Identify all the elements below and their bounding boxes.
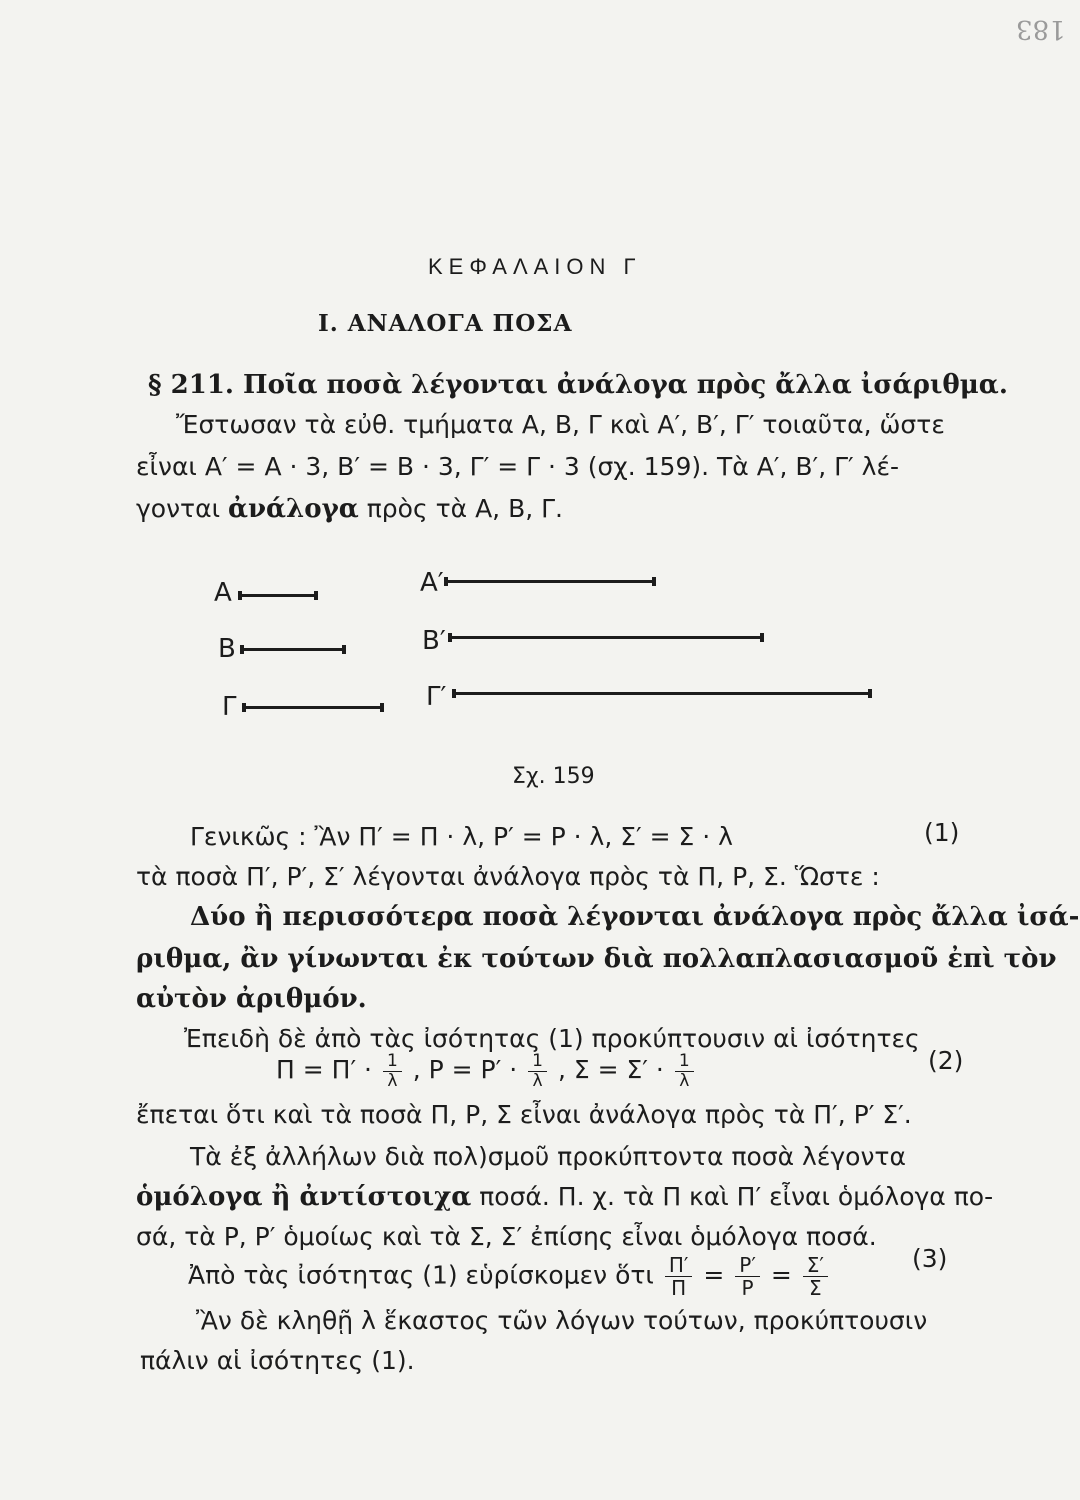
chapter-heading: ΚΕΦΑΛΑΙΟΝ Γ: [428, 254, 642, 279]
intro-line-3-end: πρὸς τὰ Α, Β, Γ.: [358, 494, 563, 523]
figure-caption: Σχ. 159: [512, 764, 595, 789]
eq2-part-2: , Ρ = Ρ′ ·: [412, 1055, 518, 1085]
segment-label-b-prime: Β′: [422, 626, 446, 656]
eq2-fraction-2: $\frac{1}{\lambda}$: [528, 1052, 547, 1090]
eq3-equals-1: =: [703, 1260, 725, 1290]
rule-line-1: Δύο ἢ περισσότερα ποσὰ λέγονται ἀνάλογα πρὸς ἄλλα ἰσά-: [190, 902, 1080, 932]
segment-b-prime: [448, 636, 764, 639]
eq2-part-1: Π = Π′ ·: [276, 1055, 373, 1085]
intro-line-2: εἶναι Α′ = Α · 3, Β′ = Β · 3, Γ′ = Γ · 3 (σχ. 159). Τὰ Α′, Β′, Γ′ λέ-: [136, 452, 899, 481]
intro-line-1: Ἔστωσαν τὰ εὐθ. τμήματα Α, Β, Γ καὶ Α′, Β′, Γ′ τοιαῦτα, ὥστε: [176, 410, 945, 439]
eq3-equals-2: =: [770, 1260, 792, 1290]
segment-label-a: Α: [214, 578, 232, 608]
general-line-2: τὰ ποσὰ Π′, Ρ′, Σ′ λέγονται ἀνάλογα πρὸς τὰ Π, Ρ, Σ. Ὥστε :: [136, 862, 880, 891]
general-line: Γενικῶς : Ἂν Π′ = Π · λ, Ρ′ = Ρ · λ, Σ′ = Σ · λ: [190, 822, 733, 851]
paragraph-title: § 211. Ποῖα ποσὰ λέγονται ἀνάλογα πρὸς ἄλλα ἰσάριθμα.: [148, 370, 1008, 400]
since-line: Ἐπειδὴ δὲ ἀπὸ τὰς ἰσότητας (1) προκύπτουσιν αἱ ἰσότητες: [184, 1024, 920, 1053]
mutual-line-2-end: ποσά. Π. χ. τὰ Π καὶ Π′ εἶναι ὁμόλογα πο-: [471, 1182, 994, 1211]
segment-label-g: Γ: [222, 692, 237, 722]
mutual-line-2: [136, 1182, 993, 1212]
segment-b: [240, 648, 346, 651]
segment-g: [242, 706, 384, 709]
section-heading: Ι. ΑΝΑΛΟΓΑ ΠΟΣΑ: [318, 310, 573, 337]
eq3-fraction-1: $\frac{\Pi'}{\Pi}$: [665, 1254, 693, 1299]
segment-label-a-prime: Α′: [420, 568, 444, 598]
eq3-lead: Ἀπὸ τὰς ἰσότητας (1) εὑρίσκομεν ὅτι: [188, 1260, 654, 1290]
page-number: 183: [1016, 14, 1066, 44]
equation-1-number: (1): [924, 818, 960, 847]
rule-line-2: ριθμα, ἂν γίνωνται ἐκ τούτων διὰ πολλαπλασιασμοῦ ἐπὶ τὸν: [136, 944, 1057, 974]
intro-line-3-bold: ἀνάλογα: [228, 494, 359, 524]
segment-a: [238, 594, 318, 597]
final-line-1: Ἂν δὲ κληθῇ λ ἕκαστος τῶν λόγων τούτων, προκύπτουσιν: [196, 1306, 928, 1335]
eq2-part-3: , Σ = Σ′ ·: [557, 1055, 664, 1085]
eq2-fraction-1: $\frac{1}{\lambda}$: [383, 1052, 402, 1090]
segment-label-b: Β: [218, 634, 236, 664]
rule-line-3: αὐτὸν ἀριθμόν.: [136, 984, 367, 1014]
intro-line-3: [136, 494, 563, 524]
mutual-line-2-bold: ὁμόλογα ἢ ἀντίστοιχα: [136, 1182, 472, 1212]
follows-line: ἔπεται ὅτι καὶ τὰ ποσὰ Π, Ρ, Σ εἶναι ἀνάλογα πρὸς τὰ Π′, Ρ′ Σ′.: [136, 1100, 912, 1129]
segment-a-prime: [444, 580, 656, 583]
mutual-line-3: σά, τὰ Ρ, Ρ′ ὁμοίως καὶ τὰ Σ, Σ′ ἐπίσης εἶναι ὁμόλογα ποσά.: [136, 1222, 877, 1251]
segment-label-g-prime: Γ′: [426, 682, 447, 712]
eq2-fraction-3: $\frac{1}{\lambda}$: [675, 1052, 694, 1090]
eq3-fraction-3: $\frac{\Sigma'}{\Sigma}$: [803, 1254, 828, 1299]
equation-3-number: (3): [912, 1244, 948, 1273]
mutual-line-1: Τὰ ἐξ ἀλλήλων διὰ πολ)σμοῦ προκύπτοντα ποσὰ λέγοντα: [190, 1142, 906, 1171]
intro-line-3-start: γονται: [136, 494, 228, 523]
equation-2: [276, 1052, 697, 1090]
equation-3: [188, 1254, 831, 1299]
equation-2-number: (2): [928, 1046, 964, 1075]
segment-g-prime: [452, 692, 872, 695]
eq3-fraction-2: $\frac{P'}{P}$: [735, 1254, 760, 1299]
final-line-2: πάλιν αἱ ἰσότητες (1).: [140, 1346, 415, 1375]
